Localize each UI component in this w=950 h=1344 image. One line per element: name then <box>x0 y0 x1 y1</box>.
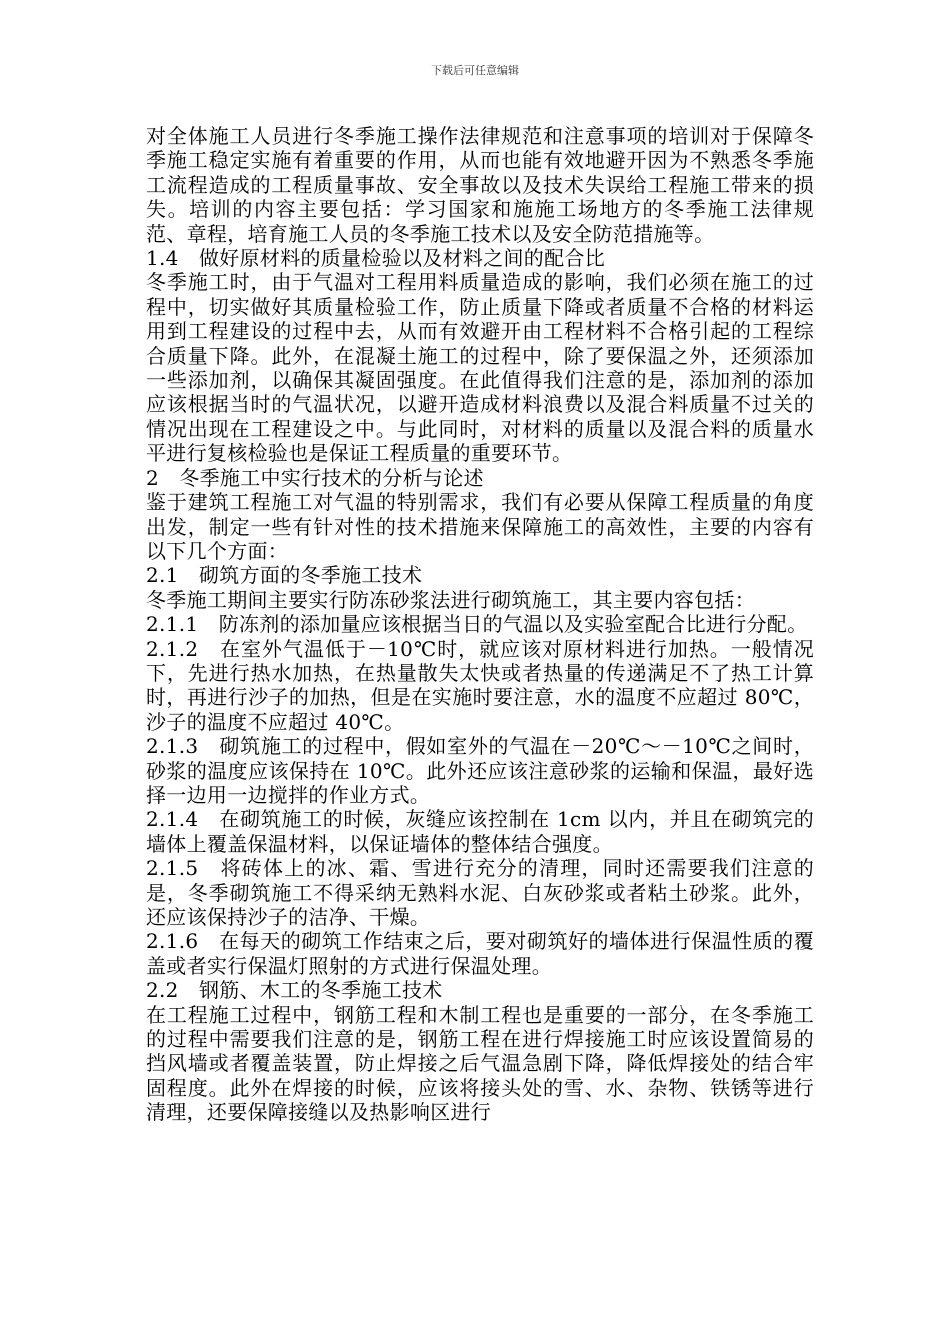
section-heading-2-1: 2.1 砌筑方面的冬季施工技术 <box>146 563 423 588</box>
item-2-1-1: 2.1.1 防冻剂的添加量应该根据当日的气温以及实验室配合比进行分配。 <box>146 612 808 637</box>
paragraph-training: 对全体施工人员进行冬季施工操作法律规范和注意事项的培训对于保障冬季施工稳定实施有着重要的作用，从而也能有效地避开因为不熟悉冬季施工流程造成的工程质量事故、安全事故以及技术失误给工程施工带来的损失。培训的内容主要包括：学习国家和施施工场地方的冬季施工法律规范、章程，培育施工人员的冬季施工技术以及安全防范措施等。 <box>146 124 814 246</box>
item-2-1-4: 2.1.4 在砌筑施工的时候，灰缝应该控制在 1cm 以内，并且在砌筑完的墙体上覆盖保温材料，以保证墙体的整体结合强度。 <box>146 807 814 856</box>
section-heading-2: 2 冬季施工中实行技术的分析与论述 <box>146 465 484 490</box>
section-heading-1-4: 1.4 做好原材料的质量检验以及材料之间的配合比 <box>146 246 606 271</box>
paragraph-material-inspection: 冬季施工时，由于气温对工程用料质量造成的影响，我们必须在施工的过程中，切实做好其质量检验工作，防止质量下降或者质量不合格的材料运用到工程建设的过程中去，从而有效避开由工程材料不合格引起的工程综合质量下降。此外，在混凝土施工的过程中，除了要保温之外，还须添加一些添加剂，以确保其凝固强度。在此值得我们注意的是，添加剂的添加应该根据当时的气温状况，以避开造成材料浪费以及混合料质量不过关的情况出现在工程建设之中。与此同时，对材料的质量以及混合料的质量水平进行复核检验也是保证工程质量的重要环节。 <box>146 270 814 466</box>
item-2-1-2: 2.1.2 在室外气温低于－10℃时，就应该对原材料进行加热。一般情况下，先进行热水加热，在热量散失太快或者热量的传递满足不了热工计算时，再进行沙子的加热，但是在实施时要注意，水的温度不应超过 80℃，沙子的温度不应超过 40℃。 <box>146 636 814 734</box>
document-body <box>146 124 814 1125</box>
paragraph-rebar-carpentry: 在工程施工过程中，钢筋工程和木制工程也是重要的一部分，在冬季施工的过程中需要我们注意的是，钢筋工程在进行焊接施工时应该设置简易的挡风墙或者覆盖装置，防止焊接之后气温急剧下降，降低焊接处的结合牢固程度。此外在焊接的时候，应该将接头处的雪、水、杂物、铁锈等进行清理，还要保障接缝以及热影响区进行 <box>146 1002 814 1125</box>
section-heading-2-2: 2.2 钢筋、木工的冬季施工技术 <box>146 978 443 1003</box>
item-2-1-6: 2.1.6 在每天的砌筑工作结束之后，要对砌筑好的墙体进行保温性质的覆盖或者实行保温灯照射的方式进行保温处理。 <box>146 929 814 978</box>
page-header: 下载后可任意编辑 <box>431 64 519 77</box>
item-2-1-3: 2.1.3 砌筑施工的过程中，假如室外的气温在－20℃～－10℃之间时，砂浆的温度应该保持在 10℃。此外还应该注意砂浆的运输和保温，最好选择一边用一边搅拌的作业方式。 <box>146 734 814 807</box>
paragraph-antifreeze-mortar: 冬季施工期间主要实行防冻砂浆法进行砌筑施工，其主要内容包括： <box>146 587 755 612</box>
item-2-1-5: 2.1.5 将砖体上的冰、霜、雪进行充分的清理，同时还需要我们注意的是，冬季砌筑施工不得采纳无熟料水泥、白灰砂浆或者粘土砂浆。此外，还应该保持沙子的洁净、干燥。 <box>146 856 814 929</box>
paragraph-technical-measures: 鉴于建筑工程施工对气温的特别需求，我们有必要从保障工程质量的角度出发，制定一些有针对性的技术措施来保障施工的高效性，主要的内容有以下几个方面： <box>146 490 814 563</box>
